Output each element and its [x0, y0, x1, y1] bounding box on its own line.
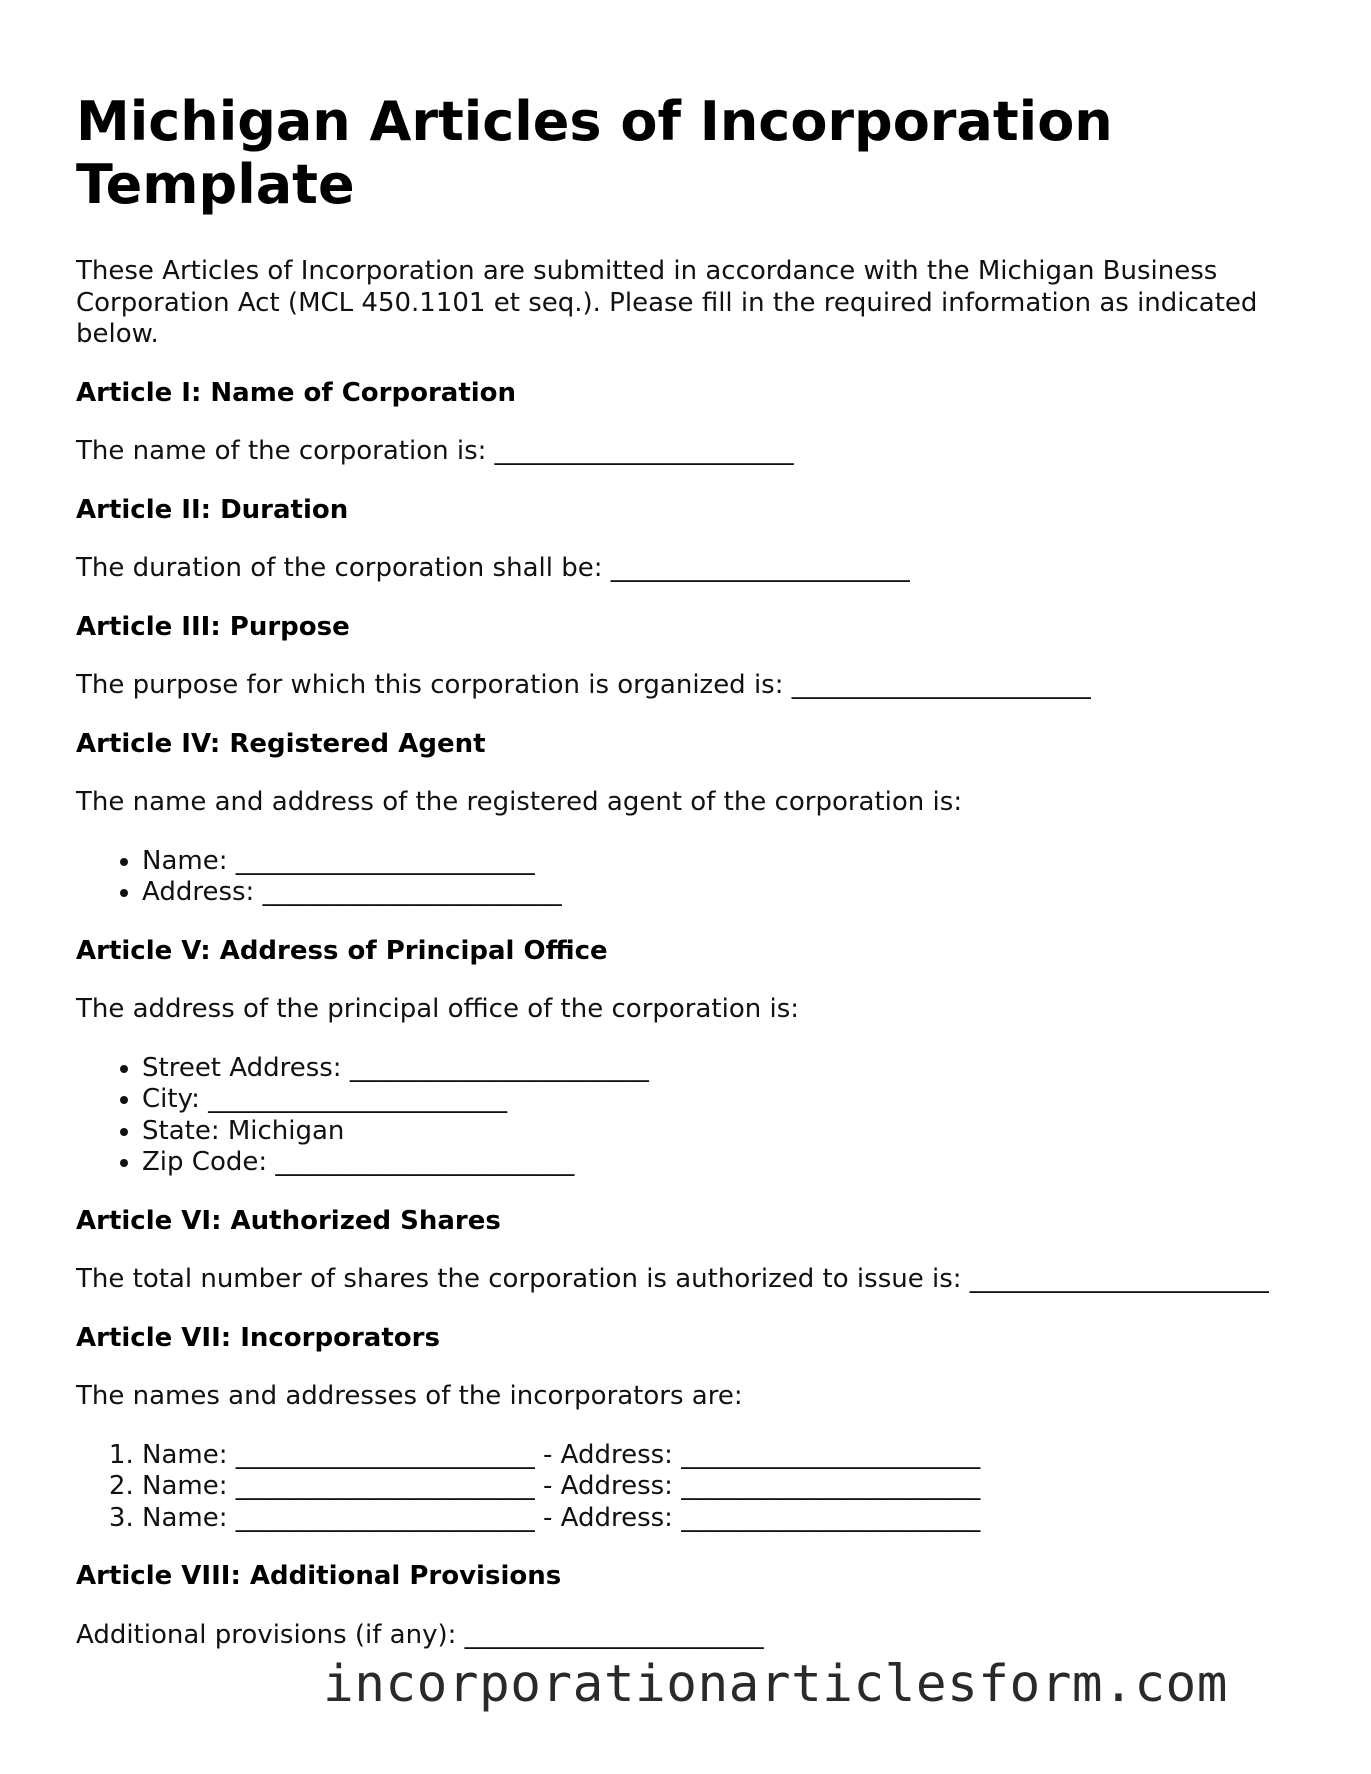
list-item: • Name: _______________________: [142, 846, 1296, 878]
document-page: [76, 90, 1296, 1678]
article-4-text: The name and address of the registered agent of the corporation is:: [76, 787, 963, 817]
list-item: • Address: _______________________: [142, 877, 1296, 909]
article-1-heading: Article I: Name of Corporation: [76, 377, 517, 408]
article-5-text: The address of the principal office of the corporation is:: [76, 994, 800, 1024]
principal-office-list: [76, 1053, 1296, 1179]
list-item: 3. Name: _______________________ - Address: _______________________: [142, 1503, 1296, 1535]
article-3-heading: Article III: Purpose: [76, 611, 350, 642]
site-watermark: incorporationarticlesform.com: [323, 1655, 1228, 1714]
list-item: 2. Name: _______________________ - Address: _______________________: [142, 1471, 1296, 1503]
list-item: • Zip Code: _______________________: [142, 1147, 1296, 1179]
registered-agent-list: [76, 846, 1296, 909]
page-title: Michigan Articles of Incorporation Template: [76, 90, 1113, 216]
list-item: • City: _______________________: [142, 1084, 1296, 1116]
incorporators-list: [76, 1440, 1296, 1535]
article-7-text: The names and addresses of the incorporators are:: [76, 1381, 743, 1411]
article-6-text: The total number of shares the corporation is authorized to issue is: _______________________: [76, 1264, 1269, 1294]
article-6-heading: Article VI: Authorized Shares: [76, 1205, 501, 1236]
article-1-text: The name of the corporation is: _______________________: [76, 436, 794, 466]
article-7-heading: Article VII: Incorporators: [76, 1322, 440, 1353]
list-item: • State: Michigan: [142, 1116, 1296, 1148]
article-4-heading: Article IV: Registered Agent: [76, 728, 486, 759]
article-2-heading: Article II: Duration: [76, 494, 349, 525]
intro-paragraph: These Articles of Incorporation are submitted in accordance with the Michigan Business Corporation Act (MCL 450.1101 et seq.). Please fill in the required information as indicated below.: [76, 256, 1258, 349]
article-5-heading: Article V: Address of Principal Office: [76, 935, 608, 966]
article-3-text: The purpose for which this corporation is organized is: _______________________: [76, 670, 1091, 700]
article-2-text: The duration of the corporation shall be: _______________________: [76, 553, 910, 583]
list-item: 1. Name: _______________________ - Address: _______________________: [142, 1440, 1296, 1472]
article-8-heading: Article VIII: Additional Provisions: [76, 1561, 562, 1591]
list-item: • Street Address: _______________________: [142, 1053, 1296, 1085]
article-8-text: Additional provisions (if any): _______________________: [76, 1619, 764, 1650]
